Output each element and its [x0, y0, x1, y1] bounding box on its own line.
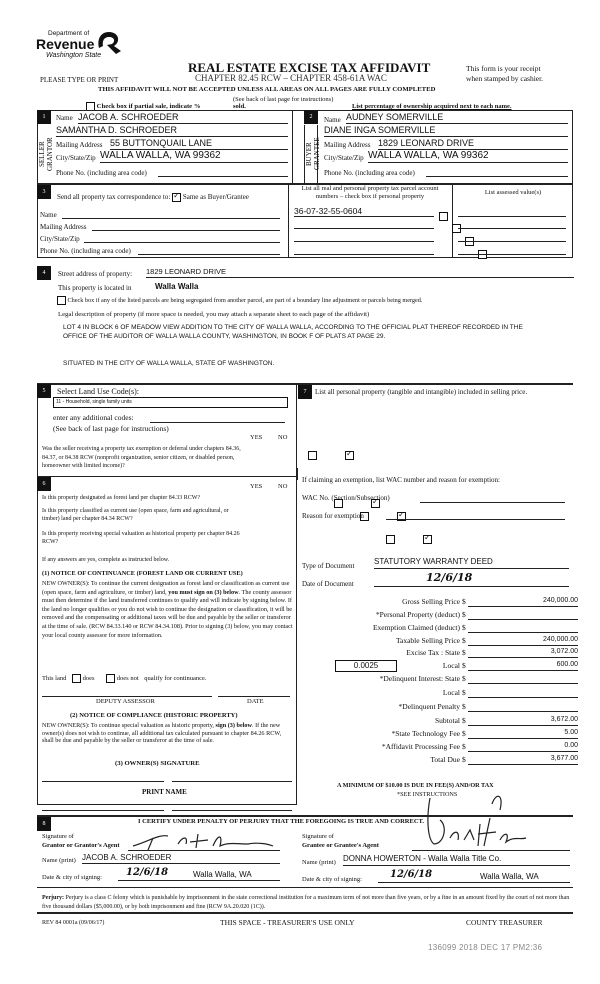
buyer-phone-label: Phone No. (including area code) — [324, 169, 415, 177]
amount-excise-state: Excise Tax : State $ 3,072.00 — [406, 648, 578, 657]
amount-personal: *Personal Property (deduct) $ — [300, 610, 590, 622]
parcel-header: List all real and personal property tax parcel account numbers – check box if personal property — [301, 185, 439, 200]
taxable-value[interactable]: 240,000.00 — [468, 636, 578, 646]
section-4-badge: 4 — [37, 266, 51, 280]
delinquent-penalty-value[interactable] — [468, 702, 578, 712]
land-use-label: Select Land Use Code(s): — [57, 387, 139, 396]
buyer-city-label: City/State/Zip — [324, 154, 364, 162]
receipt-note-2: when stamped by cashier. — [466, 74, 544, 83]
segregated-label: Check box if any of the listed parcels are being segregated from another parcel, are part of a boundary line adjustment or parcels being merged. — [67, 296, 423, 304]
grantee-name-print[interactable]: DONNA HOWERTON - Walla Walla Title Co. — [343, 854, 570, 866]
buyer-mailing-label: Mailing Address — [324, 141, 371, 149]
deputy-assessor-label: DEPUTY ASSESSOR — [96, 698, 155, 705]
does-not-label: does not — [116, 674, 139, 682]
street-label: Street address of property: — [58, 270, 133, 278]
owner-signature-line-1[interactable] — [42, 781, 164, 782]
print-name-line-1[interactable] — [42, 810, 164, 811]
county-treasurer: COUNTY TREASURER — [466, 918, 543, 927]
located-label: This property is located in — [58, 284, 132, 292]
segregated-checkbox[interactable] — [57, 296, 66, 305]
notice2-bold: sign (3) below — [215, 722, 252, 729]
corr-mailing-field[interactable] — [92, 222, 280, 231]
yes-header-6: YES — [250, 483, 263, 490]
doc-date-field[interactable]: 12/6/18 — [374, 571, 569, 587]
logo-line1: Department of — [48, 30, 90, 37]
receipt-note-1: This form is your receipt — [466, 64, 541, 73]
doc-date-label: Date of Document — [302, 580, 354, 588]
see-back-note: (See back of last page for instructions) — [233, 96, 334, 103]
notice2-title: (2) NOTICE OF COMPLIANCE (HISTORIC PROPERTY) — [70, 712, 238, 719]
historic-question: Is this property receiving special valuation as historical property per chapter 84.26 RCW? — [42, 531, 240, 545]
no-header-6: NO — [278, 483, 288, 490]
amount-total-due: Total Due $ 3,677.00 — [430, 755, 578, 764]
form-title: REAL ESTATE EXCISE TAX AFFIDAVIT — [188, 60, 431, 75]
parcel-1-personal-checkbox[interactable] — [439, 212, 448, 221]
exemption-question: Was the seller receiving a property tax exemption or deferral under chapters 84.36, 84.37, or 84.38 RCW (nonprofit organization, senior citizen, or disabled person, homeowner with limited income)? — [42, 446, 241, 469]
reason-field[interactable] — [386, 511, 565, 520]
exemption-yes-checkbox[interactable] — [308, 451, 317, 460]
personal-value[interactable] — [468, 610, 578, 620]
perjury-notice — [42, 894, 572, 911]
print-name-label: PRINT NAME — [142, 788, 187, 796]
parcel-2[interactable] — [294, 219, 434, 229]
amount-excise-local: Local $ 600.00 — [442, 661, 578, 670]
perjury-text: Perjury is a class C felony which is punishable by imprisonment in the state correctional institution for a maximum term of not more than five years, or by a fine in an amount fixed by the court of not more than five thousand dollars ($5,000.00), or by both imprisonment and fine (RCW 9A.20.020 (1C)). — [42, 895, 570, 910]
buyer-name-label: Name — [324, 116, 341, 124]
local-rate-box[interactable]: 0.0025 — [335, 660, 397, 672]
grantee-sig-label-2: Grantee or Grantee's Agent — [302, 842, 379, 849]
grantor-name-label: Name (print) — [42, 857, 76, 864]
grantor-city: Walla Walla, WA — [193, 870, 252, 879]
parcel-4[interactable] — [294, 245, 434, 255]
doc-type-field[interactable]: STATUTORY WARRANTY DEED — [374, 557, 569, 569]
grantee-city: Walla Walla, WA — [480, 872, 539, 881]
notice2-text-b: . If the new owner(s) does not wish to continue, all additional tax calculated pursuant to chapter 84.26 RCW, shall be due and payable by the seller or transferor at the time of sale. — [42, 722, 282, 744]
assessed-3[interactable] — [458, 232, 566, 242]
seller-phone[interactable] — [158, 167, 288, 177]
forest-question: Is this property designated as forest land per chapter 84.33 RCW? — [42, 495, 201, 501]
if-yes-note: If any answers are yes, complete as instructed below. — [42, 557, 170, 563]
please-type: PLEASE TYPE OR PRINT — [40, 76, 119, 84]
grantor-date: 12/6/18 — [126, 867, 169, 878]
assessed-header: List assessed value(s) — [484, 189, 542, 196]
perjury-bold: Perjury: — [42, 895, 64, 901]
yes-header-5: YES — [250, 434, 263, 441]
seller-phone-label: Phone No. (including area code) — [56, 169, 147, 177]
this-land-label: This land — [42, 674, 67, 682]
dor-emblem-icon — [94, 30, 124, 56]
amount-processing-fee: *Affidavit Processing Fee $ 0.00 — [381, 742, 578, 751]
recording-stamp: 136099 2018 DEC 17 PM2:36 — [428, 943, 543, 952]
delinquent-local-value[interactable] — [468, 688, 578, 698]
see-back-5: (See back of last page for instructions) — [53, 424, 169, 433]
logo-line3: Washington State — [46, 52, 102, 59]
sold-label: sold. — [233, 103, 246, 110]
send-correspondence-label: Send all property tax correspondence to: — [57, 193, 171, 202]
amount-gross: Gross Selling Price $ 240,000.00 — [402, 597, 578, 606]
grantor-signature[interactable] — [128, 830, 278, 852]
current-use-question: Is this property classified as current use (open space, farm and agricultural, or timber) land per chapter 84.34 RCW? — [42, 508, 229, 522]
qualify-label: qualify for continuance. — [144, 674, 207, 682]
exemption-value[interactable] — [468, 623, 578, 633]
owner-signature-line-2[interactable] — [172, 781, 292, 782]
certify-statement: I CERTIFY UNDER PENALTY OF PERJURY THAT THE FOREGOING IS TRUE AND CORRECT. — [138, 818, 425, 825]
parcel-1[interactable]: 36-07-32-55-0604 — [294, 206, 434, 217]
buyer-name-2[interactable]: DIANE INGA SOMERVILLE — [324, 125, 568, 137]
owner-signature-title: (3) OWNER(S) SIGNATURE — [115, 760, 200, 767]
amount-subtotal: Subtotal $ 3,672.00 — [434, 716, 578, 725]
legal-desc-situated[interactable]: SITUATED IN THE CITY OF WALLA WALLA, STATE OF WASHINGTON. — [63, 360, 275, 367]
corr-phone-field[interactable] — [138, 246, 280, 255]
additional-codes-field[interactable] — [150, 413, 285, 423]
buyer-name-1[interactable]: AUDNEY SOMERVILLE — [346, 112, 568, 124]
corr-city-label: City/State/Zip — [40, 235, 80, 243]
historic-yes-checkbox[interactable] — [386, 535, 395, 544]
section-8-badge: 8 — [37, 817, 51, 831]
section-3-badge: 3 — [37, 185, 51, 199]
notice1-text-b: . The county assessor must then determine if the land transferred continues to qualify and will indicate by signing below. If the land no longer qualifies or you do not wish to continue the designation or classification, it will be removed and the compensating or additional taxes will be due and payable by the seller or transferor at the time of sale. (RCW 84.33.140 or RCW 84.34.108). Prior to signing (3) below, you may contact your local county assessor for more information. — [42, 588, 293, 639]
does-not-qualify-checkbox[interactable] — [106, 674, 115, 683]
notice1-text — [42, 580, 294, 640]
total-due-value[interactable]: 3,677.00 — [468, 755, 578, 765]
grantor-sig-label-2: Grantor or Grantor's Agent — [42, 842, 120, 849]
amount-exemption: Exemption Claimed (deduct) $ — [300, 623, 590, 635]
section-5-badge: 5 — [37, 384, 51, 398]
see-instructions: *SEE INSTRUCTIONS — [397, 791, 458, 798]
seller-mailing[interactable]: 55 BUTTONQUAIL LANE — [110, 138, 288, 150]
buyer-city[interactable]: WALLA WALLA, WA 99362 — [368, 150, 568, 163]
wac-label: WAC No. (Section/Subsection) — [302, 494, 390, 502]
treasurer-use-only: THIS SPACE - TREASURER'S USE ONLY — [220, 918, 355, 927]
same-as-buyer-checkbox[interactable] — [172, 193, 181, 202]
corr-name-field[interactable] — [62, 210, 280, 219]
notice1-text-a: NEW OWNER(S): To continue the current designation as forest land or classification as current use (open space, farm and agriculture, or timber) land, — [42, 580, 290, 596]
logo-line2: Revenue — [36, 36, 95, 52]
corr-phone-label: Phone No. (including area code) — [40, 247, 131, 255]
ownership-note: List percentage of ownership acquired next to each name. — [352, 103, 512, 110]
section-2-badge: 2 — [304, 110, 318, 124]
delinquent-state-value[interactable] — [468, 674, 578, 684]
continuance-row — [42, 674, 207, 683]
historic-no-checkbox[interactable] — [423, 535, 432, 544]
doc-type-label: Type of Document — [302, 562, 355, 570]
corr-name-label: Name — [40, 211, 57, 219]
processing-fee-value[interactable]: 0.00 — [468, 742, 578, 752]
correspondence-row — [57, 193, 249, 202]
corr-city-field[interactable] — [84, 234, 280, 243]
does-qualify-checkbox[interactable] — [72, 674, 81, 683]
legal-desc-text[interactable]: LOT 4 IN BLOCK 6 OF MEADOW VIEW ADDITION TO THE CITY OF WALLA WALLA, ACCORDING TO THE OFFICIAL PLAT THEREOF RECORDED IN THE OFFICE OF THE AUDITOR OF WALLA WALLA COUNTY, WASHINGTON, IN BOOK F OF PLATS AT PAGE 29. — [63, 324, 523, 340]
buyer-mailing[interactable]: 1829 LEONARD DRIVE — [378, 138, 568, 150]
exemption-claim-label: If claiming an exemption, list WAC number and reason for exemption: — [302, 476, 500, 484]
subtotal-value[interactable]: 3,672.00 — [468, 716, 578, 726]
assessed-2[interactable] — [458, 219, 566, 229]
assessed-4[interactable] — [458, 245, 566, 255]
parcel-3[interactable] — [294, 232, 434, 242]
amount-delinquent-state: *Delinquent Interest: State $ — [300, 674, 590, 686]
seller-name-label: Name — [56, 114, 73, 122]
legal-desc-label: Legal description of property (if more space is needed, you may attach a separate sheet to each page of the affidavit) — [58, 311, 370, 318]
excise-state-value[interactable]: 3,072.00 — [468, 648, 578, 658]
dor-logo — [36, 30, 131, 70]
corr-mailing-label: Mailing Address — [40, 223, 87, 231]
seller-city[interactable]: WALLA WALLA, WA 99362 — [100, 150, 288, 163]
assessed-1[interactable] — [458, 206, 566, 217]
grantee-date-label: Date & city of signing: — [302, 876, 362, 883]
grantee-signature[interactable] — [400, 790, 550, 852]
grantee-sig-label-1: Signature of — [302, 833, 334, 840]
notice1-title: (1) NOTICE OF CONTINUANCE (FOREST LAND OR CURRENT USE) — [42, 570, 243, 577]
personal-property-label: List all personal property (tangible and intangible) included in selling price. — [315, 388, 528, 396]
land-use-select[interactable]: 11 - Household, single family units — [53, 397, 288, 408]
notice1-bold: you must sign on (3) below — [168, 588, 239, 596]
does-label: does — [82, 674, 95, 682]
notice2-text — [42, 722, 294, 745]
form-id: REV 84 0001a (09/06/17) — [42, 920, 105, 926]
grantee-name-label: Name (print) — [302, 859, 336, 866]
print-name-line-2[interactable] — [172, 810, 292, 811]
additional-codes-label: enter any additional codes: — [53, 413, 134, 422]
amount-taxable: Taxable Selling Price $ 240,000.00 — [395, 636, 578, 645]
grantee-date: 12/6/18 — [390, 869, 433, 880]
seller-mailing-label: Mailing Address — [56, 141, 103, 149]
seller-side-label: SELLER GRANTOR — [37, 125, 51, 183]
street-address[interactable]: 1829 LEONARD DRIVE — [146, 267, 574, 278]
buyer-phone[interactable] — [426, 167, 568, 177]
tech-fee-value[interactable]: 5.00 — [468, 729, 578, 739]
chapter-line: CHAPTER 82.45 RCW – CHAPTER 458-61A WAC — [195, 73, 387, 83]
amount-delinquent-local: Local $ — [300, 688, 590, 700]
reason-label: Reason for exemption — [302, 512, 364, 520]
excise-local-value[interactable]: 600.00 — [468, 661, 578, 671]
wac-field[interactable] — [420, 494, 565, 503]
grantee-date-city[interactable] — [378, 868, 570, 883]
exemption-no-checkbox[interactable] — [345, 451, 354, 460]
section-1-badge: 1 — [37, 110, 51, 124]
amount-tech-fee: *State Technology Fee $ 5.00 — [391, 729, 578, 738]
seller-city-label: City/State/Zip — [56, 154, 96, 162]
seller-name-1[interactable]: JACOB A. SCHROEDER — [78, 112, 288, 124]
no-header-5: NO — [278, 434, 288, 441]
amount-delinquent-penalty: *Delinquent Penalty $ — [300, 702, 590, 714]
grantor-sig-label-1: Signature of — [42, 833, 74, 840]
located-value: Walla Walla — [155, 282, 199, 291]
gross-value[interactable]: 240,000.00 — [468, 597, 578, 607]
section-6-badge: 6 — [37, 477, 51, 491]
partial-sale-label: Check box if partial sale, indicate % — [96, 103, 201, 111]
segregated-row — [57, 296, 422, 305]
grantor-date-label: Date & city of signing: — [42, 874, 102, 881]
grantor-date-city[interactable] — [118, 866, 280, 881]
same-as-buyer-label: Same as Buyer/Grantee — [182, 193, 249, 202]
buyer-side-label: BUYER GRANTEE — [304, 125, 318, 183]
warning-line: THIS AFFIDAVIT WILL NOT BE ACCEPTED UNLESS ALL AREAS ON ALL PAGES ARE FULLY COMPLETED — [98, 86, 436, 93]
grantor-name-print[interactable]: JACOB A. SCHROEDER — [82, 853, 280, 864]
notice2-text-a: NEW OWNER(S): To continue special valuation as historic property, — [42, 722, 216, 729]
assessor-date-label: DATE — [247, 698, 264, 705]
seller-name-2[interactable]: SAMANTHA D. SCHROEDER — [56, 125, 288, 137]
section-7-badge: 7 — [298, 385, 312, 399]
minimum-note: A MINIMUM OF $10.00 IS DUE IN FEE(S) AND/OR TAX — [337, 782, 494, 789]
